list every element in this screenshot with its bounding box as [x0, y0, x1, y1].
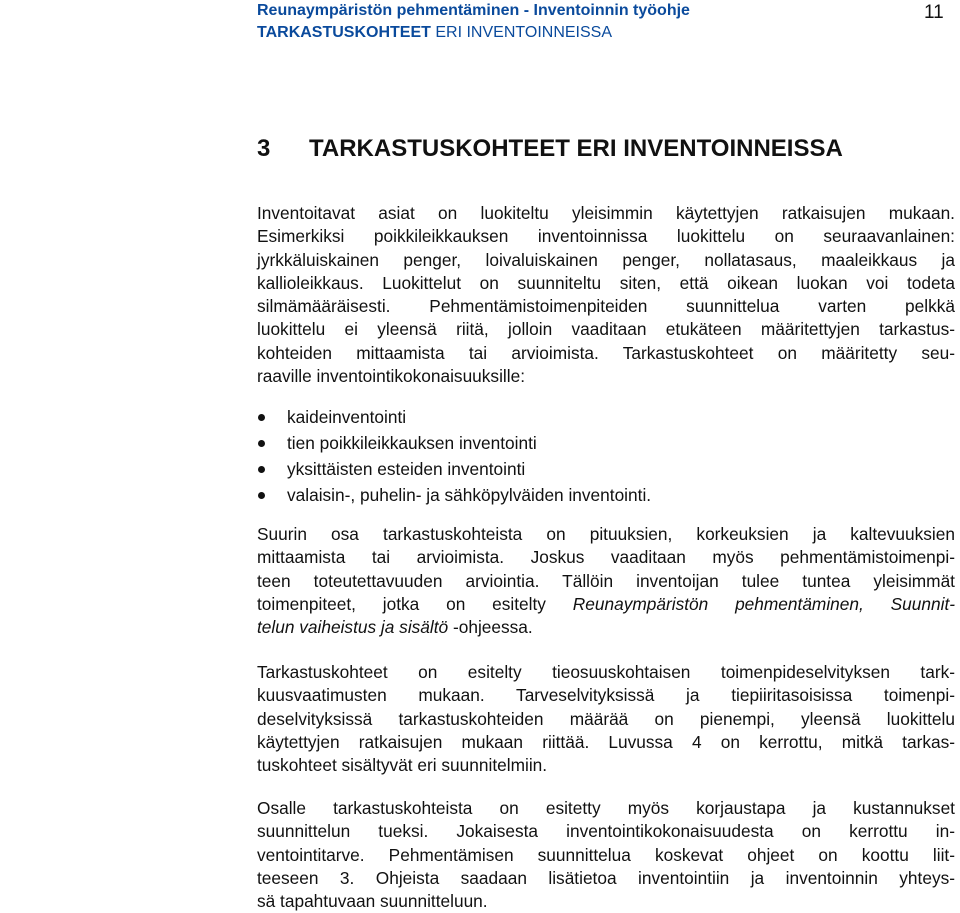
bullet-icon — [258, 492, 265, 499]
running-header-title: Reunaympäristön pehmentäminen - Inventoinnin työohje — [257, 2, 690, 19]
paragraph-line — [257, 616, 955, 639]
paragraph-line: kohteiden mittaamista tai arvioimista. Tarkastuskohteet on määritetty seu- — [257, 342, 955, 363]
inventory-list — [257, 406, 955, 510]
paragraph-line: Osalle tarkastuskohteista on esitetty myös korjaustapa ja kustannukset — [257, 798, 955, 818]
list-item — [257, 432, 955, 458]
paragraph-line: teen toteutettavuuden arviointia. Tällöin inventoijan tulee tuntea yleisimmät — [257, 570, 955, 591]
paragraph-line: suunnittelun tueksi. Jokaisesta inventointikokonaisuudesta on kerrottu in- — [257, 821, 955, 842]
paragraph-line — [257, 593, 955, 616]
section-heading — [257, 134, 843, 164]
paragraph-line: tuskohteet sisältyvät eri suunnitelmiin. — [257, 755, 548, 775]
guide-title-italic: Reunaympäristön pehmentäminen, Suunnit- — [572, 593, 955, 614]
list-item-label: valaisin-, puhelin- ja sähköpylväiden inventointi. — [287, 485, 652, 505]
list-item-label: kaideinventointi — [287, 407, 407, 427]
paragraph-line: ventointitarve. Pehmentämisen suunnittelua koskevat ohjeet on koottu liit- — [257, 844, 955, 865]
paragraph-line: mittaamista tai arvioimista. Joskus vaaditaan myös pehmentämistoimenpi- — [257, 547, 955, 568]
paragraph-line: Esimerkiksi poikkileikkauksen inventoinnissa luokittelu on seuraavanlainen: — [257, 226, 955, 247]
list-item-label: tien poikkileikkauksen inventointi — [287, 433, 537, 453]
paragraph-line: jyrkkäluiskainen penger, loivaluiskainen penger, nollatasaus, maaleikkaus ja — [257, 249, 955, 270]
running-header-subtitle-rest: ERI INVENTOINNEISSA — [430, 24, 612, 41]
guide-title-italic: telun vaiheistus ja sisältö — [257, 617, 449, 637]
running-header-subtitle-bold: TARKASTUSKOHTEET — [257, 24, 431, 41]
paragraph-requirements — [257, 661, 955, 777]
paragraph-line: kuusvaatimusten mukaan. Tarveselvityksissä ja tiepiiritasoisissa toimenpi- — [257, 685, 955, 706]
section-title: TARKASTUSKOHTEET ERI INVENTOINNEISSA — [309, 135, 843, 162]
list-item — [257, 484, 955, 510]
paragraph-line: käytettyjen ratkaisujen mukaan riittää. Luvussa 4 on kerrottu, mitkä tarkas- — [257, 731, 955, 752]
paragraph-line: Suurin osa tarkastuskohteista on pituuksien, korkeuksien ja kaltevuuksien — [257, 524, 955, 544]
list-item — [257, 406, 955, 432]
paragraph-line: Inventoitavat asiat on luokiteltu yleisimmin käytettyjen ratkaisujen mukaan. — [257, 203, 955, 223]
paragraph-line: deselvityksissä tarkastuskohteiden määrää on pienempi, yleensä luokittelu — [257, 708, 955, 729]
section-number: 3 — [257, 135, 271, 162]
paragraph-line: kallioleikkaus. Luokittelut on suunniteltu siten, että oikean luokan voi todeta — [257, 272, 955, 293]
list-item — [257, 458, 955, 484]
paragraph-line: Tarkastuskohteet on esitelty tieosuuskohtaisen toimenpideselvityksen tark- — [257, 662, 955, 682]
paragraph-line: sä tapahtuvaan suunnitteluun. — [257, 891, 488, 911]
paragraph-repairs — [257, 797, 955, 913]
text-run: toimenpiteet, jotka on esitelty — [257, 593, 573, 614]
list-item-label: yksittäisten esteiden inventointi — [287, 459, 526, 479]
page-number: 11 — [924, 2, 944, 23]
text-run: -ohjeessa. — [448, 617, 533, 637]
bullet-icon — [258, 440, 265, 447]
paragraph-line: teeseen 3. Ohjeista saadaan lisätietoa inventointiin ja inventoinnin yhteys- — [257, 867, 955, 888]
paragraph-line: raaville inventointikokonaisuuksille: — [257, 365, 526, 386]
paragraph-line: silmämääräisesti. Pehmentämistoimenpiteiden suunnittelua varten pelkkä — [257, 296, 955, 316]
bullet-icon — [258, 466, 265, 473]
running-header-subtitle — [257, 23, 612, 43]
paragraph-measurements — [257, 523, 955, 639]
paragraph-line: luokittelu ei yleensä riitä, jolloin vaaditaan etukäteen määritettyjen tarkastus- — [257, 319, 955, 340]
paragraph-intro — [257, 202, 955, 388]
bullet-icon — [258, 414, 265, 421]
